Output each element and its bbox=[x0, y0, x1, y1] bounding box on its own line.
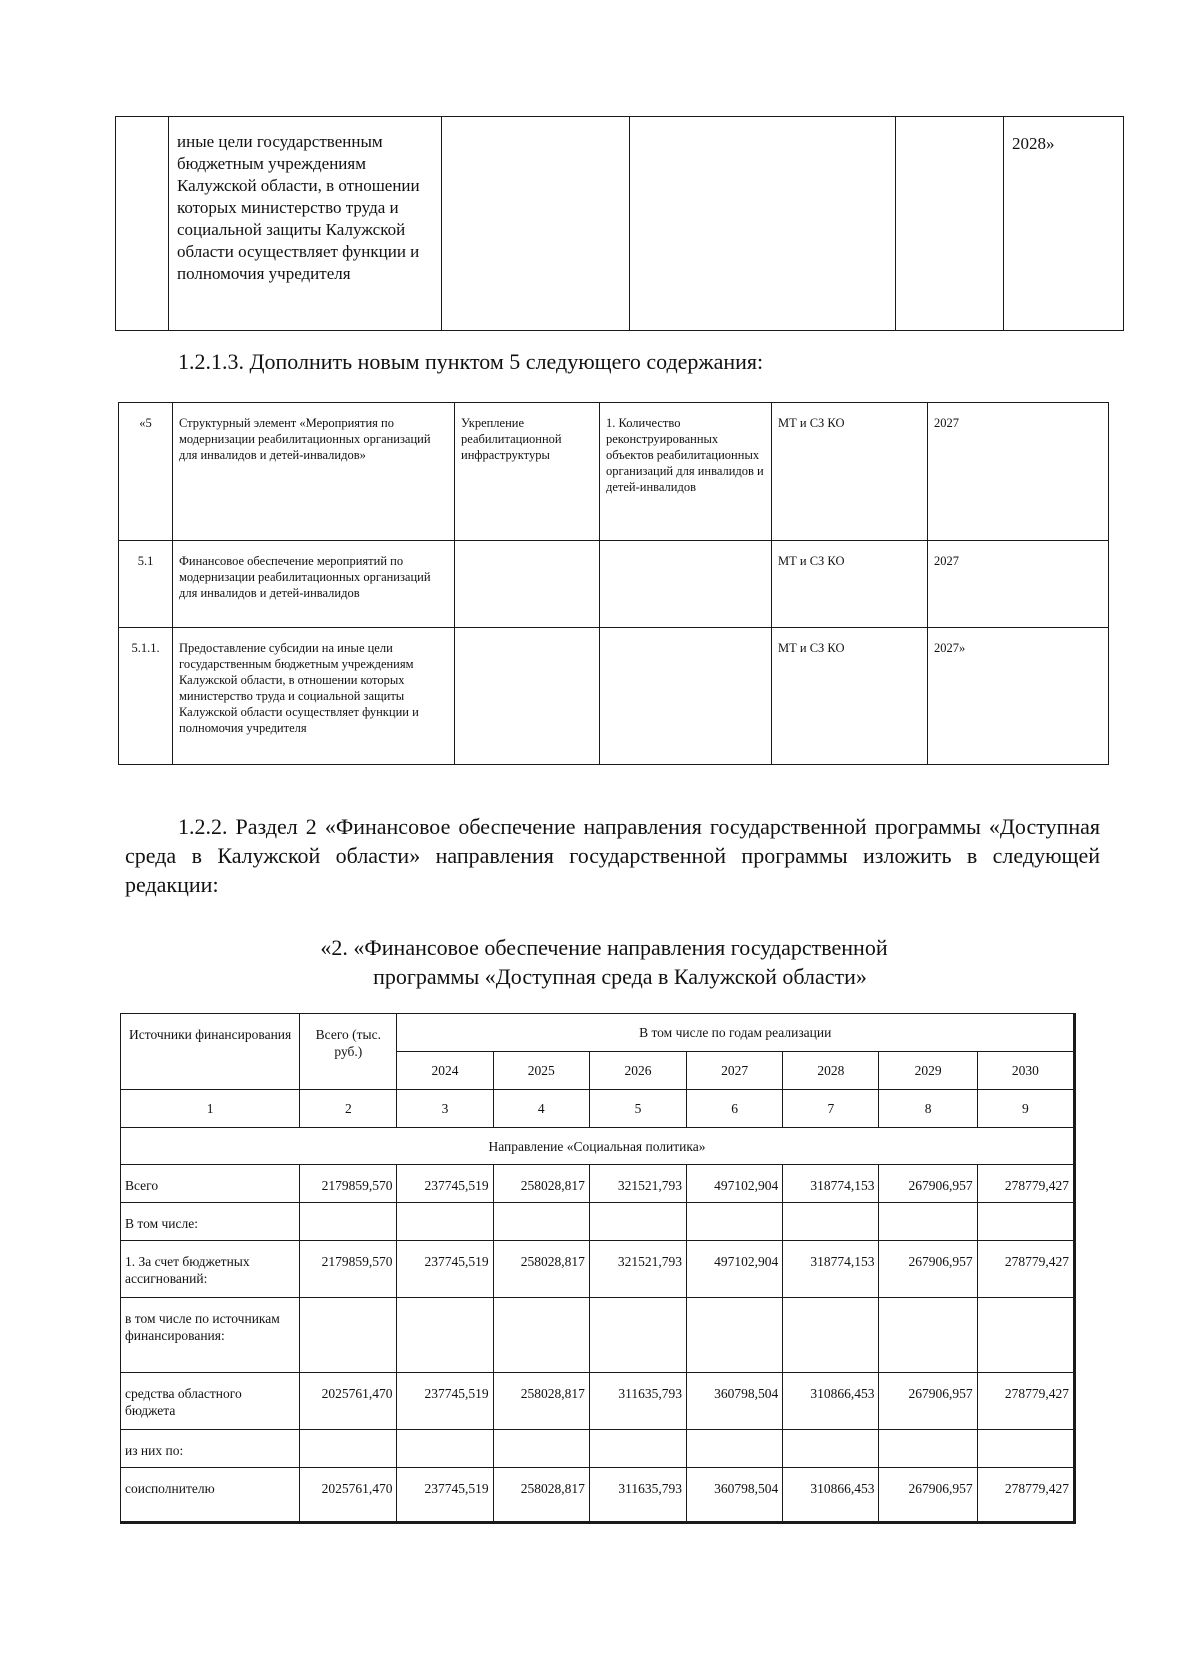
table-cell bbox=[442, 117, 630, 331]
row-label: средства областного бюджета bbox=[121, 1373, 300, 1430]
column-number: 9 bbox=[977, 1090, 1074, 1128]
value-cell bbox=[397, 1430, 493, 1468]
value-cell: 237745,519 bbox=[397, 1373, 493, 1430]
item-number: «5 bbox=[119, 403, 173, 541]
structural-element-table bbox=[118, 402, 1109, 765]
value-cell: 360798,504 bbox=[687, 1373, 783, 1430]
item-task: Укрепление реабилитационной инфраструктуры bbox=[455, 403, 600, 541]
table-cell bbox=[896, 117, 1004, 331]
year-cell: 2028» bbox=[1004, 117, 1124, 331]
item-name: Финансовое обеспечение мероприятий по модернизации реабилитационных организаций для инвалидов и детей-инвалидов bbox=[173, 541, 455, 628]
column-number: 8 bbox=[879, 1090, 977, 1128]
value-cell bbox=[300, 1203, 397, 1241]
paragraph-1-2-1-3: 1.2.1.3. Дополнить новым пунктом 5 следующего содержания: bbox=[178, 349, 764, 374]
value-cell bbox=[300, 1430, 397, 1468]
value-cell bbox=[589, 1298, 686, 1373]
item-number: 5.1.1. bbox=[119, 628, 173, 765]
value-cell: 310866,453 bbox=[783, 1373, 879, 1430]
table-row bbox=[121, 1241, 1075, 1298]
value-cell bbox=[589, 1430, 686, 1468]
header-year: 2026 bbox=[589, 1052, 686, 1090]
row-label: 1. За счет бюджетных ассигнований: bbox=[121, 1241, 300, 1298]
value-cell: 278779,427 bbox=[977, 1373, 1074, 1430]
value-cell bbox=[977, 1298, 1074, 1373]
column-number: 1 bbox=[121, 1090, 300, 1128]
row-label: в том числе по источникам финансирования: bbox=[121, 1298, 300, 1373]
value-cell: 267906,957 bbox=[879, 1468, 977, 1523]
financing-table bbox=[120, 1013, 1076, 1524]
column-number: 3 bbox=[397, 1090, 493, 1128]
table-row bbox=[119, 541, 1109, 628]
value-cell: 237745,519 bbox=[397, 1468, 493, 1523]
table-row bbox=[119, 403, 1109, 541]
header-source: Источники финансирования bbox=[121, 1014, 300, 1090]
value-cell: 311635,793 bbox=[589, 1373, 686, 1430]
value-cell: 360798,504 bbox=[687, 1468, 783, 1523]
value-cell: 2025761,470 bbox=[300, 1468, 397, 1523]
table-row bbox=[121, 1373, 1075, 1430]
direction-title: Направление «Социальная политика» bbox=[121, 1128, 1075, 1165]
item-responsible: МТ и СЗ КО bbox=[772, 541, 928, 628]
value-cell: 321521,793 bbox=[589, 1241, 686, 1298]
header-year: 2024 bbox=[397, 1052, 493, 1090]
value-cell bbox=[977, 1430, 1074, 1468]
row-label: Всего bbox=[121, 1165, 300, 1203]
value-cell: 278779,427 bbox=[977, 1468, 1074, 1523]
value-cell: 267906,957 bbox=[879, 1241, 977, 1298]
header-year: 2029 bbox=[879, 1052, 977, 1090]
value-cell bbox=[493, 1203, 589, 1241]
column-number: 2 bbox=[300, 1090, 397, 1128]
column-numbers-row bbox=[121, 1090, 1075, 1128]
value-cell bbox=[879, 1430, 977, 1468]
value-cell bbox=[977, 1203, 1074, 1241]
value-cell bbox=[687, 1298, 783, 1373]
table-row bbox=[121, 1298, 1075, 1373]
item-task bbox=[455, 541, 600, 628]
section-title-line-1: «2. «Финансовое обеспечение направления государственной bbox=[320, 935, 888, 960]
item-year: 2027 bbox=[928, 541, 1109, 628]
header-year: 2025 bbox=[493, 1052, 589, 1090]
value-cell: 267906,957 bbox=[879, 1373, 977, 1430]
value-cell bbox=[783, 1203, 879, 1241]
continuation-table bbox=[115, 116, 1124, 331]
column-number: 4 bbox=[493, 1090, 589, 1128]
table-row bbox=[116, 117, 1124, 331]
value-cell bbox=[589, 1203, 686, 1241]
measure-text: иные цели государственным бюджетным учреждениям Калужской области, в отношении которых министерство труда и социальной защиты Калужской области осуществляет функции и полномочия учредителя bbox=[169, 117, 442, 331]
value-cell: 258028,817 bbox=[493, 1165, 589, 1203]
value-cell: 318774,153 bbox=[783, 1241, 879, 1298]
table-row bbox=[121, 1468, 1075, 1523]
value-cell bbox=[300, 1298, 397, 1373]
item-number: 5.1 bbox=[119, 541, 173, 628]
value-cell: 2025761,470 bbox=[300, 1373, 397, 1430]
item-responsible: МТ и СЗ КО bbox=[772, 628, 928, 765]
value-cell: 237745,519 bbox=[397, 1241, 493, 1298]
item-indicator bbox=[600, 541, 772, 628]
item-name: Структурный элемент «Мероприятия по модернизации реабилитационных организаций для инвалидов и детей-инвалидов» bbox=[173, 403, 455, 541]
item-indicator bbox=[600, 628, 772, 765]
value-cell: 310866,453 bbox=[783, 1468, 879, 1523]
table-row bbox=[119, 628, 1109, 765]
value-cell bbox=[397, 1203, 493, 1241]
value-cell: 258028,817 bbox=[493, 1468, 589, 1523]
direction-row bbox=[121, 1128, 1075, 1165]
table-cell bbox=[116, 117, 169, 331]
item-name: Предоставление субсидии на иные цели государственным бюджетным учреждениям Калужской области, в отношении которых министерство труда и социальной защиты Калужской области осуществляет функции и полномочия учредителя bbox=[173, 628, 455, 765]
column-number: 6 bbox=[687, 1090, 783, 1128]
value-cell: 2179859,570 bbox=[300, 1165, 397, 1203]
value-cell: 2179859,570 bbox=[300, 1241, 397, 1298]
value-cell bbox=[397, 1298, 493, 1373]
value-cell: 278779,427 bbox=[977, 1241, 1074, 1298]
value-cell: 497102,904 bbox=[687, 1165, 783, 1203]
table-row bbox=[121, 1165, 1075, 1203]
value-cell: 497102,904 bbox=[687, 1241, 783, 1298]
header-row bbox=[121, 1014, 1075, 1052]
value-cell: 258028,817 bbox=[493, 1241, 589, 1298]
value-cell bbox=[687, 1430, 783, 1468]
header-years-group: В том числе по годам реализации bbox=[397, 1014, 1075, 1052]
table-cell bbox=[630, 117, 896, 331]
header-year: 2027 bbox=[687, 1052, 783, 1090]
item-task bbox=[455, 628, 600, 765]
row-label: В том числе: bbox=[121, 1203, 300, 1241]
header-year: 2028 bbox=[783, 1052, 879, 1090]
header-year: 2030 bbox=[977, 1052, 1074, 1090]
table-row bbox=[121, 1430, 1075, 1468]
value-cell bbox=[493, 1430, 589, 1468]
header-total: Всего (тыс. руб.) bbox=[300, 1014, 397, 1090]
value-cell bbox=[879, 1298, 977, 1373]
value-cell: 318774,153 bbox=[783, 1165, 879, 1203]
value-cell: 267906,957 bbox=[879, 1165, 977, 1203]
value-cell: 258028,817 bbox=[493, 1373, 589, 1430]
item-responsible: МТ и СЗ КО bbox=[772, 403, 928, 541]
value-cell: 278779,427 bbox=[977, 1165, 1074, 1203]
value-cell: 237745,519 bbox=[397, 1165, 493, 1203]
value-cell bbox=[783, 1298, 879, 1373]
section-title bbox=[0, 933, 1200, 991]
table-row bbox=[121, 1203, 1075, 1241]
column-number: 7 bbox=[783, 1090, 879, 1128]
item-year: 2027» bbox=[928, 628, 1109, 765]
value-cell bbox=[783, 1430, 879, 1468]
value-cell bbox=[493, 1298, 589, 1373]
paragraph-1-2-2: 1.2.2. Раздел 2 «Финансовое обеспечение направления государственной программы «Доступная среда в Калужской области» направления государственной программы изложить в следующей редакции: bbox=[125, 814, 1100, 897]
item-year: 2027 bbox=[928, 403, 1109, 541]
value-cell bbox=[687, 1203, 783, 1241]
value-cell: 311635,793 bbox=[589, 1468, 686, 1523]
value-cell bbox=[879, 1203, 977, 1241]
row-label: из них по: bbox=[121, 1430, 300, 1468]
column-number: 5 bbox=[589, 1090, 686, 1128]
value-cell: 321521,793 bbox=[589, 1165, 686, 1203]
item-indicator: 1. Количество реконструированных объектов реабилитационных организаций для инвалидов и детей-инвалидов bbox=[600, 403, 772, 541]
row-label: соисполнителю bbox=[121, 1468, 300, 1523]
section-title-line-2: программы «Доступная среда в Калужской области» bbox=[373, 964, 867, 989]
